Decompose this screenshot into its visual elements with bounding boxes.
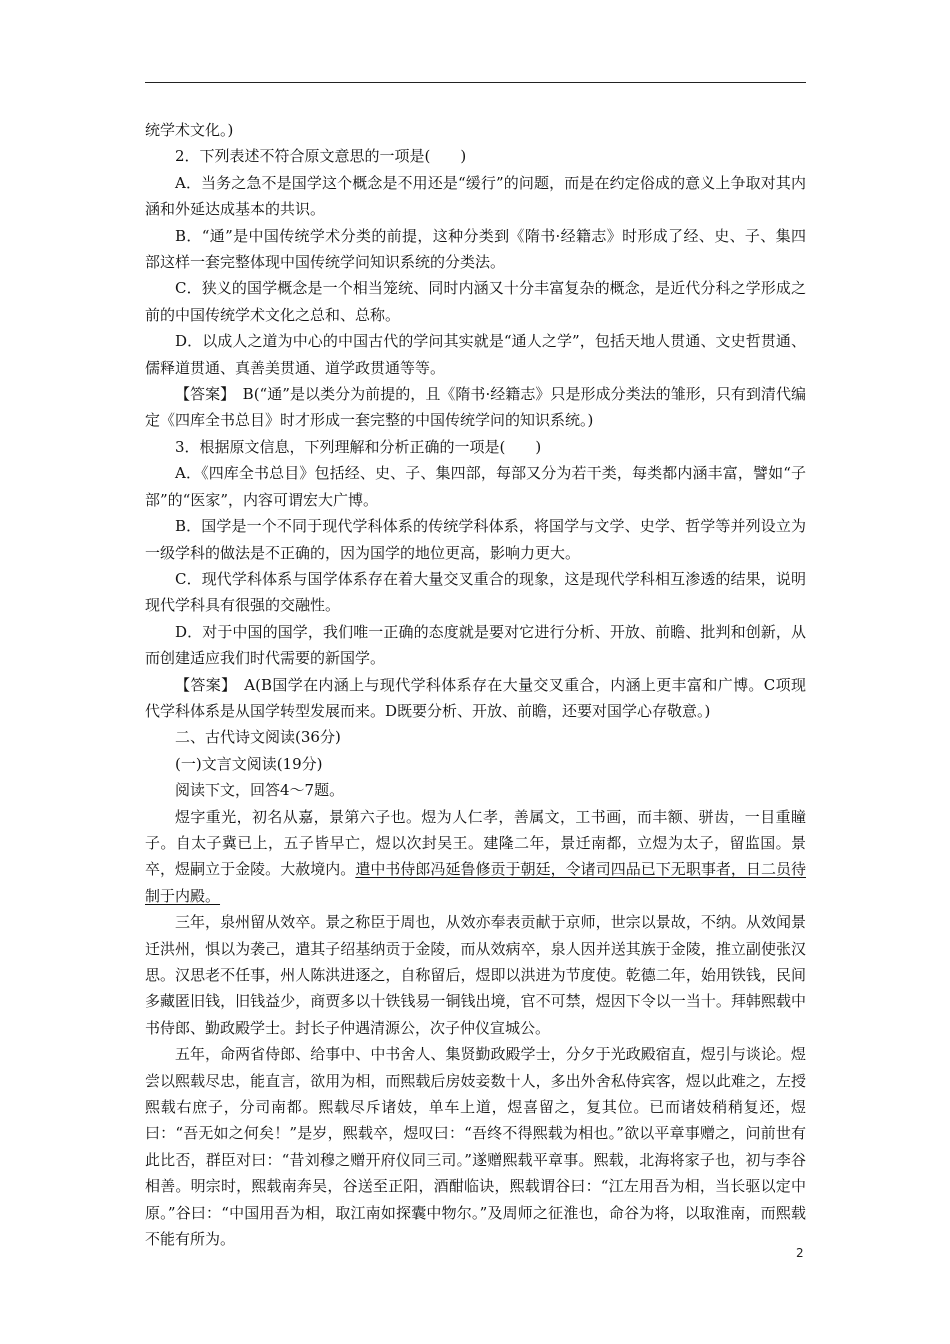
question-3-option-d: D．对于中国的国学，我们唯一正确的态度就是要对它进行分析、开放、前瞻、批判和创新，从而创建适应我们时代需要的新国学。 [145,622,806,668]
page-number: 2 [796,1246,804,1260]
passage-text: 煜字重光，初名从嘉，景第六子也。煜为人仁孝，善属文，工书画，而丰额、骈齿，一目重瞳子。自太子冀已上，五子皆早亡，煜以次封吴王。建隆二年，景迁南都，立煜为太子，留监国。景卒，煜嗣立于金陵。大赦境内。 [145,807,806,879]
question-2-stem: 2．下列表述不符合原文意思的一项是( ) [175,147,467,166]
subsection-heading: (一)文言文阅读(19分) [175,754,323,773]
question-2-option-d: D．以成人之道为中心的中国古代的学问其实就是“通人之学”，包括天地人贯通、文史哲贯通、儒释道贯通、真善美贯通、道学政贯通等等。 [145,332,806,377]
passage-paragraph-3: 五年，命两省侍郎、给事中、中书舍人、集贤勤政殿学士，分夕于光政殿宿直，煜引与谈论。煜尝以熙载尽忠，能直言，欲用为相，而熙载后房妓妾数十人，多出外舍私侍宾客，煜以此难之，左授熙载右庶子，分司南都。熙载尽斥诸妓，单车上道，煜喜留之，复其位。已而诸妓稍稍复还，煜曰：“吾无如之何矣！”是岁，熙载卒，煜叹曰：“吾终不得熙载为相也。”欲以平章事赠之，问前世有此比否，群臣对曰：“昔刘穆之赠开府仪同三司。”遂赠熙载平章事。熙载，北海将家子也，初与李谷相善。明宗时，熙载南奔吴，谷送至正阳，酒酣临诀，熙载谓谷曰：“江左用吾为相，当长驱以定中原。”谷曰：“中国用吾为相，取江南如探囊中物尔。”及周师之征淮也，命谷为将，以取淮南，而熙载不能有所为。 [145,1045,806,1249]
passage-paragraph-2: 三年，泉州留从效卒。景之称臣于周也，从效亦奉表贡献于京师，世宗以景故，不纳。从效闻景迁洪州，惧以为袭己，遣其子绍基纳贡于金陵，而从效病卒，泉人因并送其族于金陵，推立副使张汉思。汉思老不任事，州人陈洪进逐之，自称留后，煜即以洪进为节度使。乾德二年，始用铁钱，民间多藏匿旧钱，旧钱益少，商贾多以十铁钱易一铜钱出境，官不可禁，煜因下令以一当十。拜韩熙载中书侍郎、勤政殿学士。封长子仲遇清源公，次子仲仪宣城公。 [145,913,806,1037]
question-2-answer: 【答案】 B(“通”是以类分为前提的，且《隋书·经籍志》只是形成分类法的雏形，只有到清代编定《四库全书总目》时才形成一套完整的中国传统学问的知识系统。) [145,385,806,430]
underlined-sentence: 遣中书侍郎冯延鲁修贡于朝廷，令诸司四品已下无职事者，日二员待制于内殿。 [145,860,806,905]
question-2-option-c: C．狭义的国学概念是一个相当笼统、同时内涵又十分丰富复杂的概念，是近代分科之学形成之前的中国传统学术文化之总和、总称。 [145,279,806,324]
reading-instruction: 阅读下文，回答4～7题。 [175,781,345,800]
question-2-option-a: A．当务之急不是国学这个概念是不用还是“缓行”的问题，而是在约定俗成的意义上争取对其内涵和外延达成基本的共识。 [145,173,806,219]
question-3-option-a: A．《四库全书总目》包括经、史、子、集四部，每部又分为若干类，每类都内涵丰富，譬如“子部”的“医家”，内容可谓宏大广博。 [145,464,806,509]
section-heading: 二、古代诗文阅读(36分) [175,728,341,747]
passage-paragraph-1 [145,804,806,910]
question-3-option-b: B．国学是一个不同于现代学科体系的传统学科体系，将国学与文学、史学、哲学等并列设立为一级学科的做法是不正确的，因为国学的地位更高，影响力更大。 [145,517,806,562]
question-2-option-b: B．“通”是中国传统学术分类的前提，这种分类到《隋书·经籍志》时形成了经、史、子、集四部这样一套完整体现中国传统学问知识系统的分类法。 [145,226,806,272]
question-3-answer: 【答案】 A(B国学在内涵上与现代学科体系存在大量交叉重合，内涵上更丰富和广博。C项现代学科体系是从国学转型发展而来。D既要分析、开放、前瞻，还要对国学心存敬意。) [145,675,806,720]
question-3-option-c: C．现代学科体系与国学体系存在着大量交叉重合的现象，这是现代学科相互渗透的结果，说明现代学科具有很强的交融性。 [145,569,806,615]
page-body [145,117,806,1252]
text-line: 统学术文化。) [145,121,234,139]
header-rule [145,82,806,83]
question-3-stem: 3．根据原文信息，下列理解和分析正确的一项是( ) [175,437,542,456]
